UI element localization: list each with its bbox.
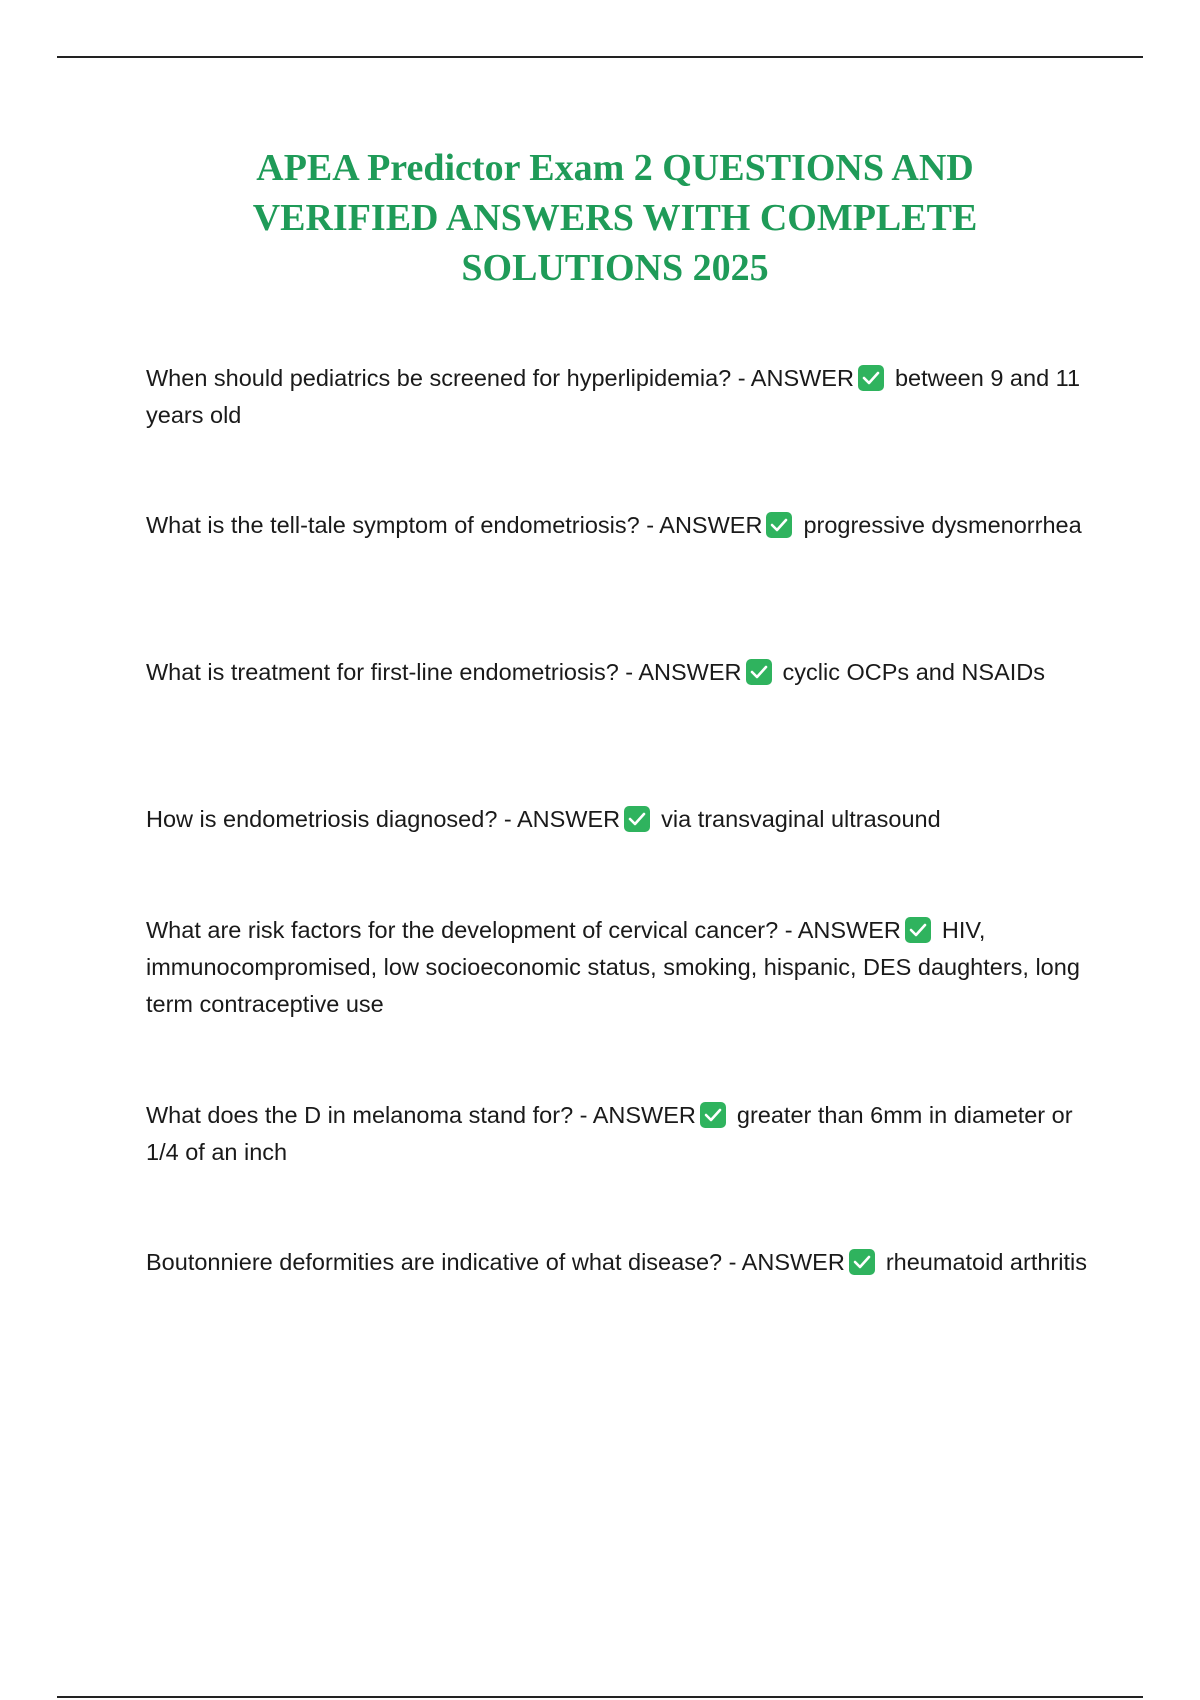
document-title: APEA Predictor Exam 2 QUESTIONS AND VERIFIED ANSWERS WITH COMPLETE SOLUTIONS 2025 [252,147,978,289]
answer-text: HIV, immunocompromised, low socioeconomic status, smoking, hispanic, DES daughters, long term contraceptive use [146,917,1080,1017]
answer-text: greater than 6mm in diameter or 1/4 of an inch [146,1102,1073,1165]
qa-item [146,507,1106,544]
qa-item [146,360,1106,434]
checkmark-box-icon [905,917,931,943]
qa-item [146,801,1106,838]
answer-text: between 9 and 11 years old [146,365,1081,428]
checkmark-box-icon [624,806,650,832]
checkmark-box-icon [700,1102,726,1128]
question-text: When should pediatrics be screened for hyperlipidemia? - ANSWER [146,365,854,391]
question-text: Boutonniere deformities are indicative of what disease? - ANSWER [146,1249,845,1275]
question-text: What does the D in melanoma stand for? - ANSWER [146,1102,696,1128]
top-divider [57,56,1143,58]
answer-text: progressive dysmenorrhea [803,512,1082,538]
qa-item [146,1244,1106,1281]
question-text: What is treatment for first-line endometriosis? - ANSWER [146,659,742,685]
qa-item [146,1097,1106,1171]
answer-text: via transvaginal ultrasound [661,806,941,832]
answer-text: cyclic OCPs and NSAIDs [782,659,1045,685]
question-text: What are risk factors for the development of cervical cancer? - ANSWER [146,917,901,943]
bottom-divider [57,1696,1143,1698]
question-text: What is the tell-tale symptom of endometriosis? - ANSWER [146,512,763,538]
qa-item [146,912,1106,1023]
checkmark-box-icon [858,365,884,391]
qa-item [146,654,1106,691]
checkmark-box-icon [766,512,792,538]
answer-text: rheumatoid arthritis [885,1249,1087,1275]
checkmark-box-icon [746,659,772,685]
question-text: How is endometriosis diagnosed? - ANSWER [146,806,621,832]
checkmark-box-icon [849,1249,875,1275]
